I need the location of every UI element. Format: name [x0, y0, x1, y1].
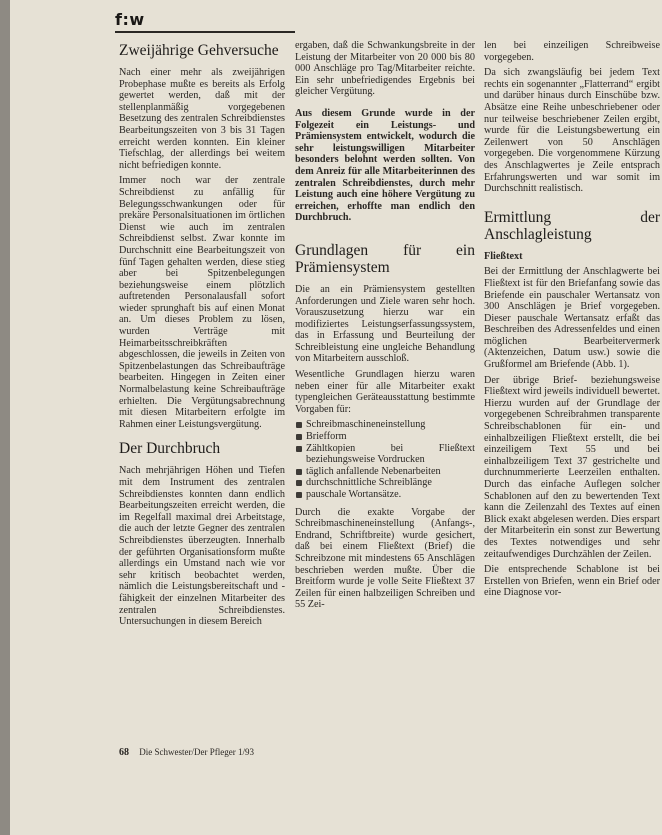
heading-zweijaehrige-gehversuche: Zweijährige Gehversuche — [119, 42, 279, 59]
column-1 — [119, 40, 285, 632]
list-item: Schreibmaschineneinstellung — [295, 419, 475, 431]
list-item: durchschnittliche Schreiblänge — [295, 477, 475, 489]
footer-source: Die Schwester/Der Pfleger 1/93 — [139, 747, 254, 757]
paragraph: Nach einer mehr als zweijährigen Probephase mußte es bereits als Erfolg gewertet werden, daß mit der stellenplanmäßig vorgegebenen Besetzung des zentralen Schreibdienstes Bearbeitungszeiten von 3 bis 31 Tagen erreicht werden konnten. Ein kleiner Tiefschlag, der allerdings bei weitem nicht befriedigen konnte. — [119, 67, 285, 171]
paragraph: Die entsprechende Schablone ist bei Erstellen von Briefen, wenn ein Brief oder eine Diagnose vor- — [484, 564, 660, 599]
paragraph: len bei einzeiligen Schreibweise vorgegeben. — [484, 40, 660, 63]
paragraph: Durch die exakte Vorgabe der Schreibmaschineneinstellung (Anfangs-, Endrand, Schriftbreite) wurde gesichert, daß bei einem Fließtext (Brief) die Schreibzone mit mindestens 65 Anschlägen beschrieben werden mußte. Über die Breitform wurde je volle Seite Fließtext 37 Zeilen für einen halbzeiligen Schreiben und 55 Zei- — [295, 506, 475, 611]
header-rule — [115, 31, 295, 33]
page-footer — [119, 747, 254, 758]
magazine-logo: f:w — [115, 10, 145, 29]
list-item: täglich anfallende Nebenarbeiten — [295, 466, 475, 478]
column-3 — [484, 40, 660, 603]
paragraph: Immer noch war der zentrale Schreibdienst zu anfällig für Belegungsschwankungen oder für prekäre Personalsituationen im örtlichen Dienst wie auch im zentralen Schreibdienst selbst. Zwar konnte im Durchschnitt eine Bearbeitungszeit von fünf Tagen gehalten werden, diese stieg aber bei Spitzenbelegungen beziehungsweise einem plötzlich auftretenden Personalausfall sofort wieder sprunghaft bis auf einen Monat an. Um dieses Problem zu lösen, wurden Verträge mit Heimarbeitsschreibkräften abgeschlossen, die jeweils in Zeiten von Spitzenbelastungen das Schreibaufträge bearbeiten. Hingegen in Zeiten einer Normalbelastung keine Schreibaufträge erhielten. Die Vergütungsabrechnung mit diesen Mitarbeitern erfolgte im Rahmen einer Leistungsvergütung. — [119, 175, 285, 430]
paragraph: Wesentliche Grundlagen hierzu waren neben einer für alle Mitarbeiter exakt typengleichen Geräteausstattung bestimmte Vorgaben für: — [295, 369, 475, 415]
paragraph: ergaben, daß die Schwankungsbreite in der Leistung der Mitarbeiter von 20 000 bis 80 000 Anschläge pro Tag/Mitarbeiter reichte. Ein sehr unbefriedigendes Ergebnis bei gleicher Vergütung. — [295, 40, 475, 98]
paragraph: Da sich zwangsläufig bei jedem Text rechts ein sogenannter „Flatterrand“ ergibt und darüber hinaus durch Einschübe bzw. Absätze eine Reihe unbeschriebener oder nur teilweise beschriebener Zeilen ergibt, wurde für die Leistungsbewertung ein Zeilenwert von 50 Anschlägen vorgegeben. Die vorgenommene Kürzung des Anschlagwertes je Zeile entsprach Erfahrungswerten und war somit im Durchschnitt realistisch. — [484, 67, 660, 195]
document-page — [10, 0, 662, 835]
heading-grundlagen: Grundlagen für ein Prämiensystem — [295, 241, 475, 276]
list-item: pauschale Wortansätze. — [295, 489, 475, 501]
subheading-fliesstext: Fließtext — [484, 250, 523, 262]
requirements-list — [295, 419, 475, 500]
list-item: Briefform — [295, 431, 475, 443]
paragraph: Der übrige Brief- beziehungsweise Fließtext wird jeweils individuell bewertet. Hierzu wurden auf der Grundlage der vorgegebenen Schreibrahmen transparente Schreibschablonen für ein- und einhalbzeiligen Fließtext erstellt, die bei einzeiligem Text 55 und bei einhalbzeiligem Text 37 gestrichelte und durchnummerierte Leerzeilen enthalten. Durch das einfache Auflegen solcher Schablonen auf den zu bewertenden Text kann die Zeilenzahl des Textes auf einen Blick exakt abgelesen werden. Dies erspart der Mitarbeiterin ein sonst zur Bewertung des Textes notwendiges und sehr zeitaufwendiges Durchzählen der Zeilen. — [484, 374, 660, 560]
paragraph-bold: Aus diesem Grunde wurde in der Folgezeit ein Leistungs- und Prämiensystem entwickelt, wodurch die sehr leistungswilligen Mitarbeiter besonders belohnt werden sollten. Von dem Anreiz für alle Mitarbeiterinnen des zentralen Schreibdienstes, durch mehr Leistung auch eine höhere Vergütung zu erreichen, erhoffte man endlich den Durchbruch. — [295, 107, 475, 224]
paragraph: Bei der Ermittlung der Anschlagwerte bei Fließtext ist für den Briefanfang sowie das Briefende ein pauschaler Wertansatz von 300 Anschlägen je Brief vorgegeben. Dieser pauschale Wertansatz erfaßt das Beschreiben des Adressenfeldes und einen möglichen Bearbeitervermerk (Aktenzeichen, Datum usw.) sowie die Grußformel am Briefende (Abb. 1). — [484, 266, 660, 371]
heading-ermittlung: Ermittlung der Anschlagleistung — [484, 208, 660, 243]
paragraph: Die an ein Prämiensystem gestellten Anforderungen und Ziele waren sehr hoch. Vorauszusetzung hierzu war ein modifiziertes Leistungserfassungssystem, das in Erfassung und Beurteilung der Schreibleistung eine ungleiche Behandlung von Mitarbeitern ausschloß. — [295, 283, 475, 365]
heading-durchbruch: Der Durchbruch — [119, 440, 221, 458]
paragraph: Nach mehrjährigen Höhen und Tiefen mit dem Instrument des zentralen Schreibdienstes konnten dann endlich Bearbeitungszeiten erreicht werden, die im Regelfall maximal drei Arbeitstage, die auch der letzte Gegner des zentralen Schreibdienstes überzeugten. Innerhalb der geführten Organisationsform mußte allerdings ein Umstand nach wie vor sehr kritisch beobachtet werden, nämlich die Leistungsbereitschaft und -fähigkeit der einzelnen Mitarbeiter des zentralen Schreibdienstes. Untersuchungen in diesem Bereich — [119, 465, 285, 628]
list-item: Zähltkopien bei Fließtext beziehungsweise Vordrucken — [295, 443, 475, 466]
page-number: 68 — [119, 747, 129, 758]
column-2 — [295, 40, 475, 615]
